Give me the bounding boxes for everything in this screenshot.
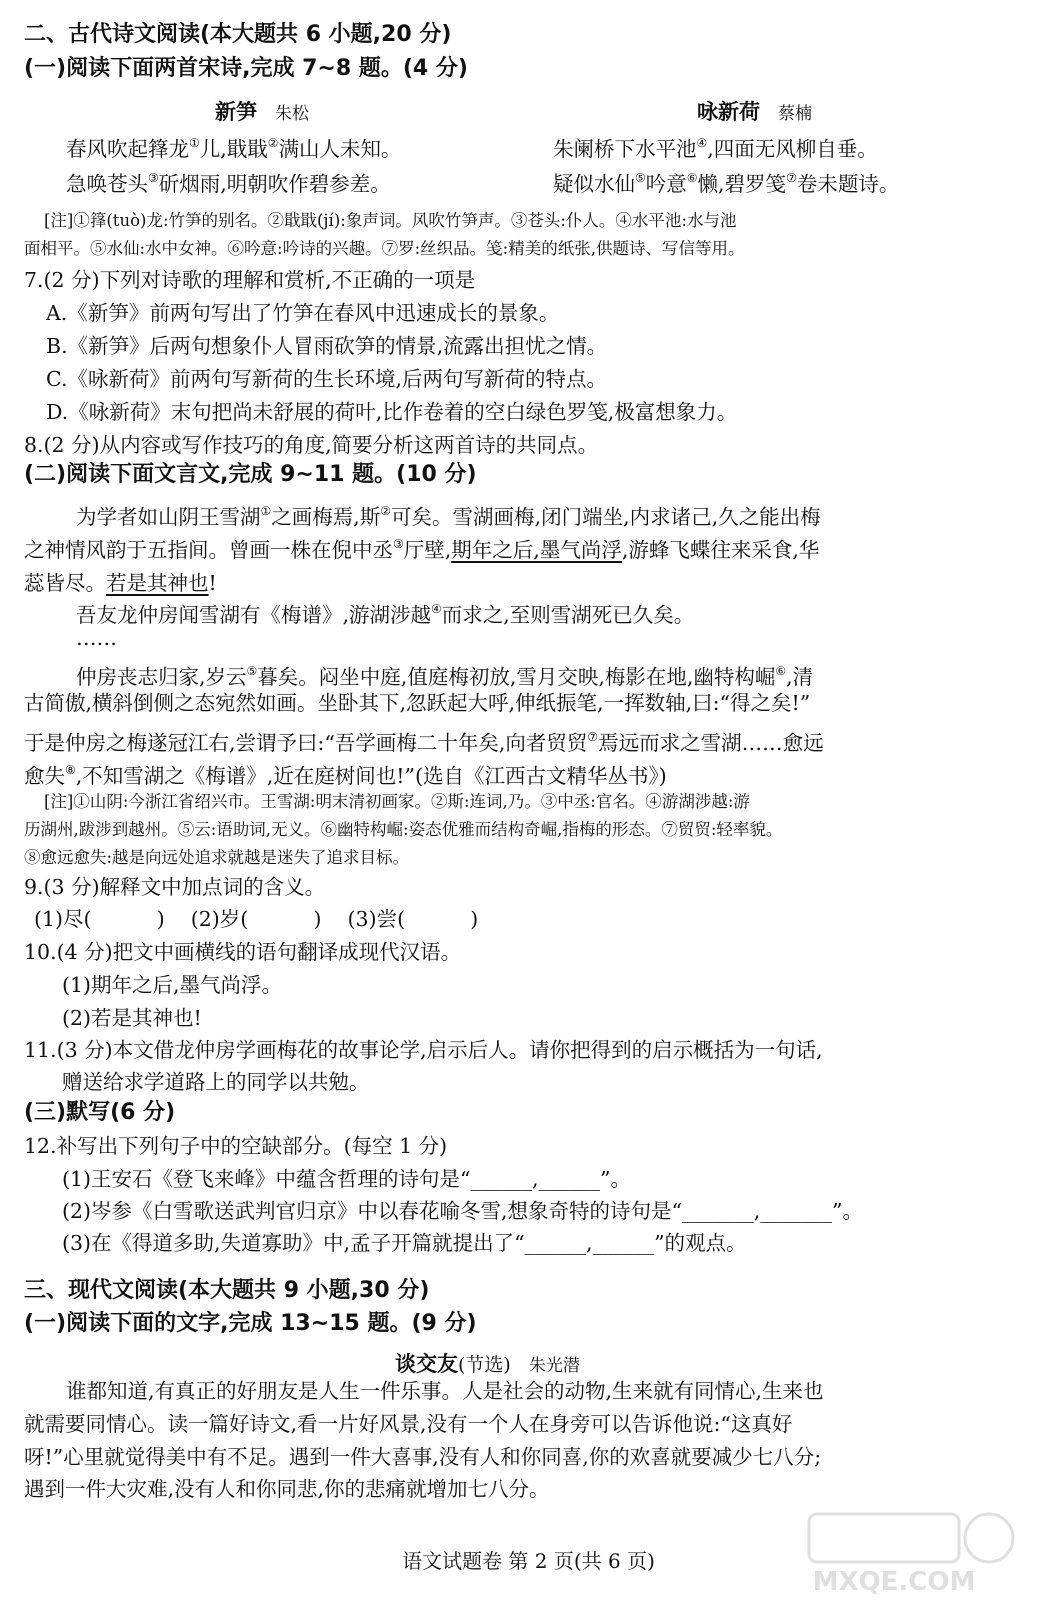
q10-item1: (1)期年之后,墨气尚浮。 [62, 973, 283, 997]
poem1-author: 朱松 [275, 104, 309, 124]
part2-heading: (二)阅读下面文言文,完成 9~11 题。(10 分) [24, 462, 477, 487]
poem2-line1: 朱阑桥下水平池④,四面无风柳自垂。 [553, 136, 878, 161]
q7-option-c: C.《咏新荷》前两句写新荷的生长环境,后两句写新荷的特点。 [46, 367, 607, 391]
q10: 10.(4 分)把文中画横线的语句翻译成现代汉语。 [24, 940, 462, 964]
passage-p3-line1: 仲房丧志归家,岁云⑤暮矣。闷坐中庭,值庭梅初放,雪月交映,梅影在地,幽特构崛⑥,清 [76, 664, 814, 689]
passage-ellipsis: …… [76, 626, 117, 650]
passage-p2: 吾友龙仲房闻雪湖有《梅谱》,游湖涉越④而求之,至则雪湖死已久矣。 [76, 602, 695, 627]
underlined-sentence-2: 若是其神也 [106, 571, 209, 595]
poem2-title-row [697, 96, 812, 126]
passage-p1-line2: 之神情风韵于五指间。曾画一株在倪中丞③厅壁,期年之后,墨气尚浮,游蜂飞蝶往来采食,华 [24, 537, 820, 562]
passage-p1-line1: 为学者如山阴王雪湖①之画梅焉,斯②可矣。雪湖画梅,闭门端坐,内求诸己,久之能出梅 [76, 504, 821, 529]
poem2-line2: 疑似水仙⑤吟意⑥懒,碧罗笺⑦卷未题诗。 [553, 171, 900, 196]
article-line2: 就需要同情心。读一篇好诗文,看一片好风景,没有一个人在身旁可以告诉他说:“这真好 [24, 1412, 793, 1436]
part3-heading: (三)默写(6 分) [24, 1100, 176, 1125]
passage-p3-line3: 于是仲房之梅遂冠江右,尝谓予曰:“吾学画梅二十年矣,向者贸贸⑦焉远而求之雪湖……愈远 [24, 730, 824, 755]
q8: 8.(2 分)从内容或写作技巧的角度,简要分析这两首诗的共同点。 [24, 433, 599, 457]
note1-line1: [注]①箨(tuò)龙:竹笋的别名。②戢戢(jí):象声词。风吹竹笋声。③苍头:仆人。④水平池:水与池 [44, 211, 737, 230]
part1-heading: (一)阅读下面两首宋诗,完成 7~8 题。(4 分) [24, 56, 468, 81]
article-line3: 呀!”心里就觉得美中有不足。遇到一件大喜事,没有人和你同喜,你的欢喜就要减少七八分; [24, 1445, 822, 1469]
q12-item1: (1)王安石《登飞来峰》中蕴含哲理的诗句是“______,______”。 [62, 1167, 632, 1191]
q12-item2: (2)岑参《白雪歌送武判官归京》中以春花喻冬雪,想象奇特的诗句是“_______,_______”。 [62, 1199, 864, 1223]
section3-heading: 三、现代文阅读(本大题共 9 小题,30 分) [24, 1278, 430, 1303]
q9: 9.(3 分)解释文中加点词的含义。 [24, 875, 326, 899]
poem2-author: 蔡楠 [778, 104, 812, 124]
poem1-title: 新笋 [215, 100, 257, 124]
watermark-logo [749, 1508, 1039, 1598]
poem2-title: 咏新荷 [697, 100, 760, 124]
note2-line2: 历湖州,跋涉到越州。⑤云:语助词,无义。⑥幽特构崛:姿态优雅而结构奇崛,指梅的形态。⑦贸贸:轻率貌。 [24, 820, 783, 839]
note2-line1: [注]①山阴:今浙江省绍兴市。王雪湖:明末清初画家。②斯:连词,乃。③中丞:官名。④游湖涉越:游 [44, 792, 750, 811]
q11-line1: 11.(3 分)本文借龙仲房学画梅花的故事论学,启示后人。请你把得到的启示概括为一句话, [24, 1038, 823, 1062]
article-subtitle: (节选) [458, 1354, 511, 1376]
passage-p3-line2: 古简傲,横斜倒侧之态宛然如画。坐卧其下,忽跃起大呼,伸纸振笔,一挥数轴,曰:“得之矣!” [24, 691, 811, 715]
q7: 7.(2 分)下列对诗歌的理解和赏析,不正确的一项是 [24, 268, 476, 292]
article-author: 朱光潜 [528, 1356, 580, 1376]
q12: 12.补写出下列句子中的空缺部分。(每空 1 分) [24, 1134, 448, 1158]
watermark-text: MXQE.COM [812, 1567, 976, 1597]
q12-item3: (3)在《得道多助,失道寡助》中,孟子开篇就提出了“______,______”的观点。 [62, 1231, 747, 1255]
section2-heading: 二、古代诗文阅读(本大题共 6 小题,20 分) [24, 22, 452, 47]
q7-option-b: B.《新笋》后两句想象仆人冒雨砍笋的情景,流露出担忧之情。 [46, 334, 608, 358]
q10-item2: (2)若是其神也! [62, 1006, 202, 1030]
note1-line2: 面相平。⑤水仙:水中女神。⑥吟意:吟诗的兴趣。⑦罗:丝织品。笺:精美的纸张,供题诗、写信等用。 [24, 239, 745, 258]
q11-line2: 赠送给求学道路上的同学以共勉。 [62, 1070, 370, 1094]
article-title-row [395, 1348, 580, 1378]
passage-p3-line4: 愈失⑧,不知雪湖之《梅谱》,近在庭树间也!”(选自《江西古文精华丛书》) [24, 763, 667, 788]
poem1-line2: 急唤苍头③斫烟雨,明朝吹作碧参差。 [66, 171, 391, 196]
poem1-line1: 春风吹起箨龙①儿,戢戢②满山人未知。 [66, 136, 402, 161]
section3-part1-heading: (一)阅读下面的文字,完成 13~15 题。(9 分) [24, 1311, 477, 1336]
poem1-title-row [215, 96, 309, 126]
note2-line3: ⑧愈远愈失:越是向远处追求就越是迷失了追求目标。 [24, 848, 410, 867]
underlined-sentence-1: 期年之后,墨气尚浮 [451, 538, 622, 562]
q7-option-d: D.《咏新荷》末句把尚未舒展的荷叶,比作卷着的空白绿色罗笺,极富想象力。 [46, 400, 738, 424]
passage-p1-line3: 蕊皆尽。若是其神也! [24, 571, 217, 595]
article-line1: 谁都知道,有真正的好朋友是人生一件乐事。人是社会的动物,生来就有同情心,生来也 [66, 1379, 824, 1403]
q7-option-a: A.《新笋》前两句写出了竹笋在春风中迅速成长的景象。 [46, 301, 560, 325]
article-title: 谈交友 [395, 1352, 458, 1376]
page-footer: 语文试题卷 第 2 页(共 6 页) [402, 1549, 655, 1573]
q9-items: (1)尽( ) (2)岁( ) (3)尝( ) [34, 907, 479, 931]
article-line4: 遇到一件大灾难,没有人和你同悲,你的悲痛就增加七八分。 [24, 1477, 550, 1501]
